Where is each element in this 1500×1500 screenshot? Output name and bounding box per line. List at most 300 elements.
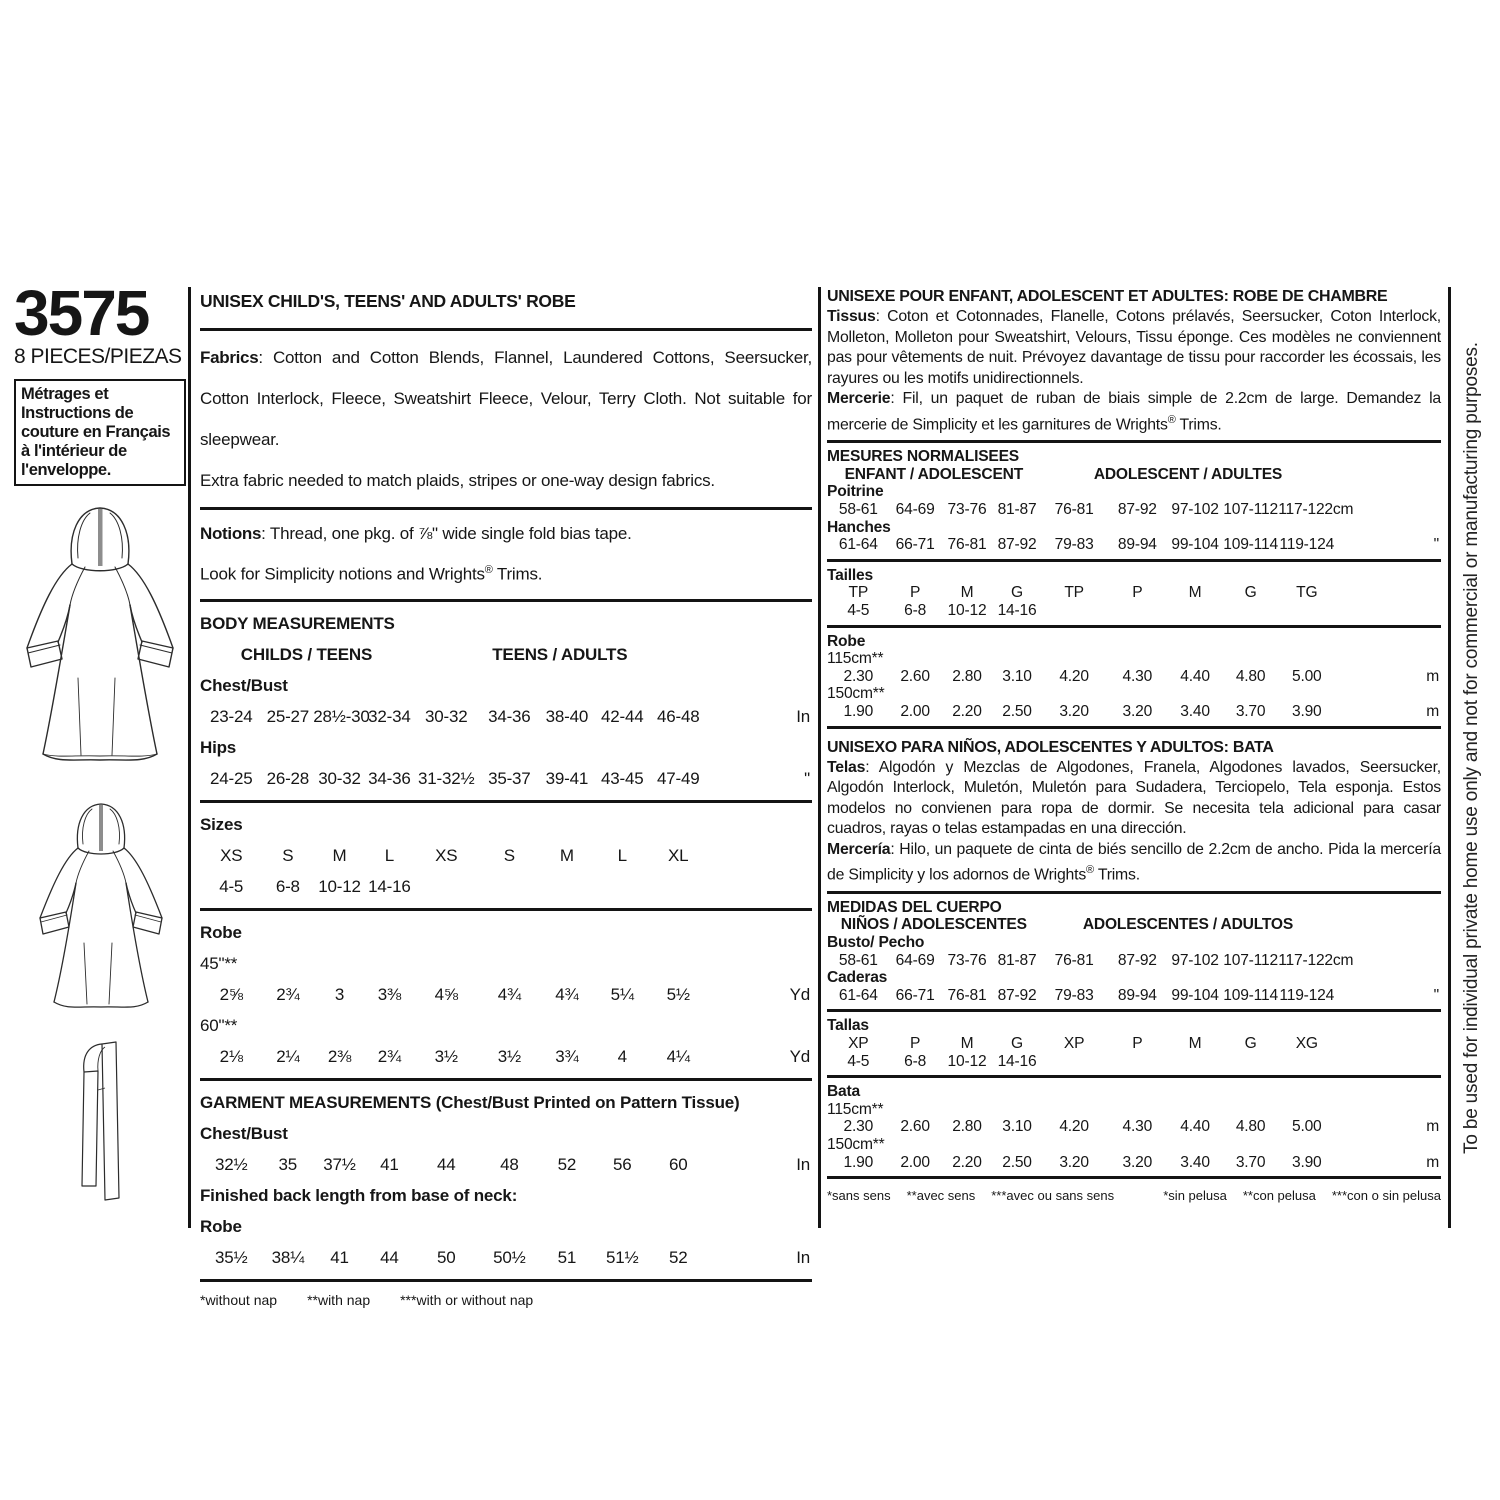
tissus-label: Tissus bbox=[827, 308, 876, 325]
table-cell bbox=[1041, 602, 1108, 620]
english-column bbox=[200, 283, 812, 1308]
table-cell: 64-69 bbox=[895, 501, 935, 519]
divider bbox=[827, 891, 1441, 894]
table-cell: 41 bbox=[380, 1154, 399, 1174]
table-values-row bbox=[827, 1154, 1441, 1172]
table-cell bbox=[480, 871, 539, 902]
table-cell: m bbox=[1426, 1118, 1439, 1136]
table-values-row bbox=[200, 979, 812, 1010]
table-section-label: Chest/Bust bbox=[200, 1123, 288, 1143]
telas-paragraph bbox=[827, 758, 1441, 840]
table-cell: In bbox=[796, 1247, 810, 1267]
table-values-row bbox=[200, 1041, 812, 1072]
spanish-measurement-table bbox=[827, 891, 1441, 1179]
table-cell: 81-87 bbox=[997, 951, 1037, 969]
footnote: *without nap bbox=[200, 1291, 278, 1308]
divider bbox=[200, 599, 812, 602]
table-cell: 3.90 bbox=[1291, 1153, 1322, 1171]
fabrics-paragraph bbox=[200, 337, 812, 460]
table-cell: 25-27 bbox=[266, 706, 310, 726]
table-cell: 4¾ bbox=[555, 984, 579, 1004]
table-cell: XL bbox=[668, 845, 689, 865]
table-cell: 26-28 bbox=[266, 768, 310, 788]
table-cell: M bbox=[559, 845, 574, 865]
group-header: ADOLESCENTES / ADULTOS bbox=[1082, 916, 1294, 934]
table-cell: M bbox=[1188, 1035, 1202, 1052]
table-cell: 48 bbox=[500, 1154, 519, 1174]
home-use-legal-note: To be used for individual private home use only and not for commercial or manufacturing purposes. bbox=[1461, 342, 1482, 1154]
footnote: **avec sens bbox=[906, 1188, 976, 1204]
table-cell bbox=[539, 871, 595, 902]
table-cell: 97-102 bbox=[1171, 501, 1219, 519]
table-cell bbox=[1223, 602, 1278, 620]
table-cell: 46-48 bbox=[656, 706, 700, 726]
table-cell bbox=[1108, 602, 1168, 620]
table-cell bbox=[1335, 1035, 1441, 1053]
table-cell: 10-12 bbox=[947, 1052, 987, 1070]
table-cell: 2.60 bbox=[900, 1118, 930, 1136]
table-cell: TG bbox=[1296, 584, 1318, 602]
table-cell: m bbox=[1426, 702, 1439, 720]
table-cell: M bbox=[960, 1035, 974, 1052]
table-cell: 3¾ bbox=[555, 1046, 579, 1066]
table-cell: 107-112 bbox=[1223, 951, 1278, 969]
table-cell: 2.80 bbox=[952, 1118, 982, 1136]
table-cell: 87-92 bbox=[1117, 951, 1157, 969]
table-cell: G bbox=[1011, 1035, 1023, 1052]
table-cell: 32-34 bbox=[368, 706, 411, 726]
table-cell: 66-71 bbox=[895, 536, 935, 554]
table-section-label: Tallas bbox=[827, 1017, 869, 1035]
footnote: **with nap bbox=[307, 1291, 371, 1308]
table-cell: 87-92 bbox=[997, 986, 1037, 1004]
table-cell: 6-8 bbox=[275, 876, 300, 896]
table-cell: 6-8 bbox=[904, 602, 927, 620]
table-cell: 109-114 bbox=[1223, 986, 1278, 1004]
english-measurement-table bbox=[200, 599, 812, 1282]
fabrics-text: : Cotton and Cotton Blends, Flannel, Laundered Cottons, Seersucker, Cotton Interlock, Fleece, Sweatshirt Fleece, Velour, Terry Cloth. Not suitable for sleepwear. bbox=[200, 348, 812, 449]
table-cell: 79-83 bbox=[1054, 986, 1094, 1004]
table-cell: 31-32½ bbox=[418, 768, 475, 788]
table-group-headers bbox=[827, 466, 1441, 484]
mercerie-paragraph bbox=[827, 389, 1441, 435]
table-cell: 5½ bbox=[666, 984, 690, 1004]
table-cell bbox=[650, 871, 707, 902]
table-cell: 10-12 bbox=[318, 876, 361, 896]
table-cell: 87-92 bbox=[1117, 501, 1157, 519]
french-spanish-column bbox=[827, 283, 1441, 1203]
extra-fabric-note bbox=[200, 460, 812, 501]
table-cell: 43-45 bbox=[600, 768, 644, 788]
table-cell: 97-102 bbox=[1171, 951, 1219, 969]
tissus-text: : Coton et Cotonnades, Flanelle, Cotons prélavés, Seersucker, Coton Interlock, Molleton, Molleton pour Sweatshirt, Velours, Tissu éponge. Ces modèles ne conviennent pas pour vêtements de nuit. Prévoyez davantage de tissu pour raccorder les écossais, les rayures ou les motifs unidirectionnels. bbox=[827, 308, 1441, 387]
table-cell: 61-64 bbox=[838, 536, 878, 554]
table-cell bbox=[707, 840, 812, 871]
table-cell: G bbox=[1244, 584, 1257, 602]
table-values-row bbox=[827, 1118, 1441, 1136]
table-cell: L bbox=[384, 845, 395, 865]
divider bbox=[200, 800, 812, 803]
table-cell: 58-61 bbox=[838, 501, 878, 519]
table-cell: 76-81 bbox=[947, 536, 987, 554]
table-cell: 2⅜ bbox=[327, 1046, 352, 1066]
table-cell: 3.20 bbox=[1059, 702, 1089, 720]
table-cell: M bbox=[1188, 584, 1202, 602]
merceria-label: Mercería bbox=[827, 840, 891, 858]
table-cell: 56 bbox=[612, 1154, 632, 1174]
group-header: ADOLESCENT / ADULTES bbox=[1093, 465, 1283, 483]
table-cell: 47-49 bbox=[656, 768, 700, 788]
table-cell: 3½ bbox=[497, 1046, 521, 1066]
registered-mark: ® bbox=[1167, 413, 1176, 426]
table-section-label: Robe bbox=[200, 1216, 242, 1236]
divider bbox=[827, 559, 1441, 562]
table-cell: In bbox=[796, 1154, 810, 1174]
table-values-row bbox=[200, 840, 812, 871]
table-cell: 3.10 bbox=[1002, 667, 1032, 685]
table-values-row bbox=[827, 584, 1441, 602]
divider bbox=[200, 908, 812, 911]
table-cell: 2.60 bbox=[900, 667, 930, 685]
group-header: TEENS / ADULTS bbox=[492, 644, 628, 664]
merceria-paragraph bbox=[827, 840, 1441, 886]
table-cell: G bbox=[1244, 1035, 1257, 1052]
divider bbox=[827, 625, 1441, 628]
table-cell: 3.20 bbox=[1059, 1153, 1089, 1171]
table-cell: 5.00 bbox=[1291, 667, 1322, 685]
table-cell: 42-44 bbox=[600, 706, 644, 726]
table-section-label: Robe bbox=[200, 922, 242, 942]
extra-fabric-text: Extra fabric needed to match plaids, stripes or one-way design fabrics. bbox=[200, 471, 715, 490]
table-cell: 2.30 bbox=[843, 667, 874, 685]
merceria-tail: Trims. bbox=[1093, 866, 1140, 884]
table-cell: Yd bbox=[789, 984, 810, 1004]
table-cell bbox=[595, 871, 650, 902]
divider bbox=[200, 507, 812, 510]
table-cell: S bbox=[503, 845, 515, 865]
table-cell: 107-112 bbox=[1223, 501, 1278, 519]
table-cell: 3.70 bbox=[1235, 1153, 1266, 1171]
footnote: ***with or without nap bbox=[400, 1291, 534, 1308]
french-measurement-table bbox=[827, 440, 1441, 728]
table-section-label: Busto/ Pecho bbox=[827, 934, 925, 952]
table-values-row bbox=[200, 701, 812, 732]
table-cell: P bbox=[1132, 1035, 1143, 1052]
footnote: **con pelusa bbox=[1242, 1188, 1316, 1204]
table-cell: 2.50 bbox=[1002, 1153, 1032, 1171]
table-cell: 81-87 bbox=[997, 501, 1037, 519]
divider bbox=[827, 440, 1441, 443]
table-cell: 60 bbox=[668, 1154, 688, 1174]
table-cell: S bbox=[282, 845, 294, 865]
table-cell: TP bbox=[848, 584, 869, 602]
table-group-headers bbox=[200, 639, 812, 670]
table-cell: 3 bbox=[334, 984, 345, 1004]
table-cell: 44 bbox=[380, 1247, 399, 1267]
table-cell: XG bbox=[1295, 1035, 1318, 1052]
table-section-label: MEDIDAS DEL CUERPO bbox=[827, 898, 1002, 916]
footnote: ***avec ou sans sens bbox=[991, 1188, 1115, 1204]
mercerie-text: : Fil, un paquet de ruban de biais simple de 2.2cm de large. Demandez la mercerie de Simplicity et les garnitures de Wrights bbox=[827, 390, 1441, 433]
table-cell: 4.80 bbox=[1235, 667, 1266, 685]
table-cell: 99-104 bbox=[1171, 536, 1219, 554]
table-cell: 89-94 bbox=[1117, 536, 1157, 554]
divider bbox=[827, 1176, 1441, 1179]
table-cell: 52 bbox=[557, 1154, 577, 1174]
telas-text: : Algodón y Mezclas de Algodones, Franela, Algodones lavados, Seersucker, Algodón Interlock, Muletón, Muletón para Sudadera, Terciopelo, Tela esponja. Estos modelos no convienen para ropa de dormir. Se necesita tela adicional para casar cuadros, rayas o telas estampadas en una dirección. bbox=[827, 758, 1441, 838]
table-values-row bbox=[827, 668, 1441, 686]
table-section-label: Finished back length from base of neck: bbox=[200, 1185, 518, 1205]
group-header: NIÑOS / ADOLESCENTES bbox=[840, 916, 1027, 934]
table-cell: 38-40 bbox=[545, 706, 589, 726]
table-cell bbox=[413, 871, 480, 902]
table-cell: " bbox=[804, 768, 810, 788]
table-cell: Yd bbox=[789, 1046, 810, 1066]
table-cell: M bbox=[960, 584, 974, 602]
pattern-number: 3575 bbox=[14, 277, 149, 349]
divider-middle bbox=[818, 287, 821, 1228]
table-cell: 76-81 bbox=[1054, 501, 1094, 519]
table-section-label: GARMENT MEASUREMENTS (Chest/Bust Printed on Pattern Tissue) bbox=[200, 1092, 740, 1112]
table-cell: 23-24 bbox=[209, 706, 253, 726]
table-cell: 4.30 bbox=[1122, 667, 1153, 685]
look-for-note bbox=[200, 552, 812, 593]
footnote: ***con o sin pelusa bbox=[1331, 1188, 1441, 1204]
table-cell: 117-122cm bbox=[1278, 951, 1354, 969]
table-cell: 2⅛ bbox=[219, 1046, 243, 1066]
notions-label: Notions bbox=[200, 524, 262, 543]
table-cell: 28½-30 bbox=[313, 706, 370, 726]
table-cell: 4¼ bbox=[666, 1046, 690, 1066]
table-section-label: Poitrine bbox=[827, 483, 884, 501]
table-cell: 5.00 bbox=[1291, 1118, 1322, 1136]
table-section-label: Tailles bbox=[827, 566, 873, 584]
table-cell: P bbox=[1132, 584, 1143, 602]
table-cell bbox=[1278, 1053, 1335, 1071]
french-spanish-footnotes bbox=[827, 1184, 1441, 1203]
table-cell: 34-36 bbox=[488, 706, 531, 726]
table-cell: 35½ bbox=[214, 1247, 248, 1267]
table-values-row bbox=[827, 1053, 1441, 1071]
table-cell: 14-16 bbox=[997, 1052, 1037, 1070]
table-cell: 2.00 bbox=[900, 702, 930, 720]
table-values-row bbox=[827, 602, 1441, 620]
table-cell: 50½ bbox=[493, 1247, 526, 1267]
divider bbox=[200, 328, 812, 331]
table-width-label: 115cm** bbox=[827, 650, 884, 668]
table-cell: 4-5 bbox=[219, 876, 244, 896]
english-title: UNISEX CHILD'S, TEENS' AND ADULTS' ROBE bbox=[200, 291, 576, 311]
table-width-label: 115cm** bbox=[827, 1100, 884, 1118]
table-values-row bbox=[827, 952, 1441, 970]
table-cell: 4.80 bbox=[1235, 1118, 1266, 1136]
table-cell bbox=[1278, 602, 1335, 620]
table-width-label: 150cm** bbox=[827, 685, 885, 703]
table-cell: 35 bbox=[278, 1154, 298, 1174]
table-cell: 61-64 bbox=[838, 986, 878, 1004]
table-cell: 2¾ bbox=[276, 984, 300, 1004]
registered-mark: ® bbox=[1086, 864, 1094, 877]
table-cell: 3½ bbox=[434, 1046, 458, 1066]
table-cell: 32½ bbox=[214, 1154, 248, 1174]
table-cell: 4.40 bbox=[1180, 1118, 1210, 1136]
table-cell: 30-32 bbox=[425, 706, 468, 726]
table-values-row bbox=[827, 1035, 1441, 1053]
table-cell: XS bbox=[220, 845, 243, 865]
robe-back-illustration bbox=[26, 798, 176, 1030]
table-cell bbox=[1223, 1053, 1278, 1071]
table-cell: 1.90 bbox=[843, 1153, 874, 1171]
table-cell: 52 bbox=[668, 1247, 688, 1267]
table-cell: 10-12 bbox=[947, 602, 987, 620]
table-cell: 2.80 bbox=[952, 667, 982, 685]
table-section-label: Sizes bbox=[200, 814, 243, 834]
table-cell: 38¼ bbox=[271, 1247, 305, 1267]
table-cell: " bbox=[1433, 536, 1439, 554]
table-cell: 3.90 bbox=[1291, 702, 1322, 720]
table-group-headers bbox=[827, 916, 1441, 934]
table-cell bbox=[1167, 1053, 1223, 1071]
french-footnotes bbox=[827, 1188, 1114, 1203]
table-cell: 3.70 bbox=[1235, 702, 1266, 720]
table-cell: 2.20 bbox=[952, 1153, 982, 1171]
table-cell: P bbox=[910, 584, 921, 602]
spanish-title: UNISEXO PARA NIÑOS, ADOLESCENTES Y ADULTOS: BATA bbox=[827, 738, 1274, 756]
table-cell: 2¼ bbox=[276, 1046, 300, 1066]
english-footnotes bbox=[200, 1288, 812, 1308]
table-cell: 41 bbox=[330, 1247, 349, 1267]
belt-illustration bbox=[72, 1038, 132, 1210]
table-cell: 3⅜ bbox=[377, 984, 401, 1004]
telas-label: Telas bbox=[827, 758, 866, 776]
table-cell: 4.40 bbox=[1180, 667, 1210, 685]
table-cell: 4.20 bbox=[1059, 667, 1089, 685]
divider bbox=[827, 1009, 1441, 1012]
table-cell: 51½ bbox=[605, 1247, 639, 1267]
table-cell: 51 bbox=[557, 1247, 577, 1267]
table-cell: 66-71 bbox=[895, 986, 935, 1004]
table-cell: 14-16 bbox=[997, 602, 1037, 620]
table-section-label: MESURES NORMALISEES bbox=[827, 448, 1020, 466]
table-cell: 73-76 bbox=[947, 951, 987, 969]
table-cell: 4.30 bbox=[1122, 1118, 1153, 1136]
footnote: *sans sens bbox=[827, 1188, 891, 1204]
table-cell: 99-104 bbox=[1171, 986, 1219, 1004]
table-values-row bbox=[200, 1242, 812, 1273]
table-cell: 64-69 bbox=[895, 951, 935, 969]
table-cell: 2¾ bbox=[377, 1046, 401, 1066]
divider-right bbox=[1448, 287, 1451, 1228]
divider bbox=[200, 1279, 812, 1282]
table-cell: 3.40 bbox=[1180, 1153, 1210, 1171]
table-cell: M bbox=[332, 845, 347, 865]
table-cell: 89-94 bbox=[1117, 986, 1157, 1004]
table-cell: 5¼ bbox=[610, 984, 634, 1004]
table-cell: TP bbox=[1064, 584, 1084, 602]
table-cell bbox=[1335, 501, 1441, 519]
table-cell: 2⅝ bbox=[219, 984, 243, 1004]
table-cell: 14-16 bbox=[368, 876, 411, 896]
table-cell bbox=[1335, 602, 1441, 620]
table-values-row bbox=[200, 763, 812, 794]
table-cell: 4⅝ bbox=[434, 984, 458, 1004]
table-cell bbox=[1335, 584, 1441, 602]
table-cell bbox=[707, 871, 812, 902]
table-values-row bbox=[827, 501, 1441, 519]
footnote: *sin pelusa bbox=[1163, 1188, 1227, 1204]
left-panel bbox=[14, 277, 186, 1210]
table-section-label: Robe bbox=[827, 632, 866, 650]
table-cell: 58-61 bbox=[838, 951, 878, 969]
french-instructions-note: Métrages et Instructions de couture en Français à l'intérieur de l'enveloppe. bbox=[14, 379, 186, 486]
divider bbox=[827, 726, 1441, 729]
table-cell: 2.00 bbox=[900, 1153, 930, 1171]
table-width-label: 60"** bbox=[200, 1015, 238, 1035]
table-values-row bbox=[200, 1149, 812, 1180]
table-cell: 76-81 bbox=[947, 986, 987, 1004]
divider bbox=[827, 1075, 1441, 1078]
table-section-label: Bata bbox=[827, 1083, 860, 1101]
robe-front-illustration bbox=[14, 500, 186, 792]
fabrics-label: Fabrics bbox=[200, 348, 259, 367]
table-values-row bbox=[827, 703, 1441, 721]
notions-paragraph bbox=[200, 516, 812, 552]
table-cell: 37½ bbox=[323, 1154, 356, 1174]
table-cell: 1.90 bbox=[843, 702, 874, 720]
table-width-label: 45"** bbox=[200, 953, 238, 973]
table-cell: " bbox=[1433, 986, 1439, 1004]
table-section-label: Caderas bbox=[827, 969, 888, 987]
table-cell bbox=[1108, 1053, 1168, 1071]
table-cell: 6-8 bbox=[904, 1052, 927, 1070]
notions-text: : Thread, one pkg. of ⅞" wide single fold bias tape. bbox=[261, 524, 632, 543]
table-cell: 2.20 bbox=[952, 702, 982, 720]
table-cell: 39-41 bbox=[545, 768, 589, 788]
table-cell: XS bbox=[435, 845, 458, 865]
table-cell: 4 bbox=[617, 1046, 627, 1066]
table-cell: 44 bbox=[437, 1154, 456, 1174]
table-cell: L bbox=[617, 845, 627, 865]
table-section-label: Hanches bbox=[827, 518, 891, 536]
table-cell: 4-5 bbox=[847, 602, 870, 620]
registered-mark: ® bbox=[484, 564, 493, 576]
table-cell: 73-76 bbox=[947, 501, 987, 519]
table-cell: 4.20 bbox=[1059, 1118, 1089, 1136]
table-cell bbox=[1335, 1053, 1441, 1071]
table-values-row bbox=[200, 871, 812, 902]
table-values-row bbox=[827, 536, 1441, 554]
table-cell: 3.10 bbox=[1002, 1118, 1032, 1136]
table-cell: XP bbox=[1063, 1035, 1085, 1052]
table-cell: 79-83 bbox=[1054, 536, 1094, 554]
table-cell: 30-32 bbox=[318, 768, 361, 788]
table-cell: 50 bbox=[437, 1247, 456, 1267]
group-header: ENFANT / ADOLESCENT bbox=[844, 465, 1024, 483]
group-header: CHILDS / TEENS bbox=[240, 644, 373, 664]
table-cell: XP bbox=[848, 1035, 869, 1052]
table-cell: 119-124 bbox=[1279, 536, 1335, 554]
table-cell: In bbox=[796, 706, 810, 726]
table-cell: 4-5 bbox=[847, 1052, 870, 1070]
table-cell: 2.30 bbox=[843, 1118, 874, 1136]
spanish-footnotes bbox=[1163, 1188, 1441, 1203]
table-cell: 3.20 bbox=[1122, 1153, 1153, 1171]
merceria-text: : Hilo, un paquete de cinta de biés sencillo de 2.2cm de ancho. Pida la mercería de Simplicity y los adornos de Wrights bbox=[827, 840, 1441, 884]
french-title: UNISEXE POUR ENFANT, ADOLESCENT ET ADULTES: ROBE DE CHAMBRE bbox=[827, 288, 1388, 305]
table-cell bbox=[1335, 952, 1441, 970]
look-for-text: Look for Simplicity notions and Wrights bbox=[200, 564, 485, 584]
table-cell: 2.50 bbox=[1002, 702, 1032, 720]
